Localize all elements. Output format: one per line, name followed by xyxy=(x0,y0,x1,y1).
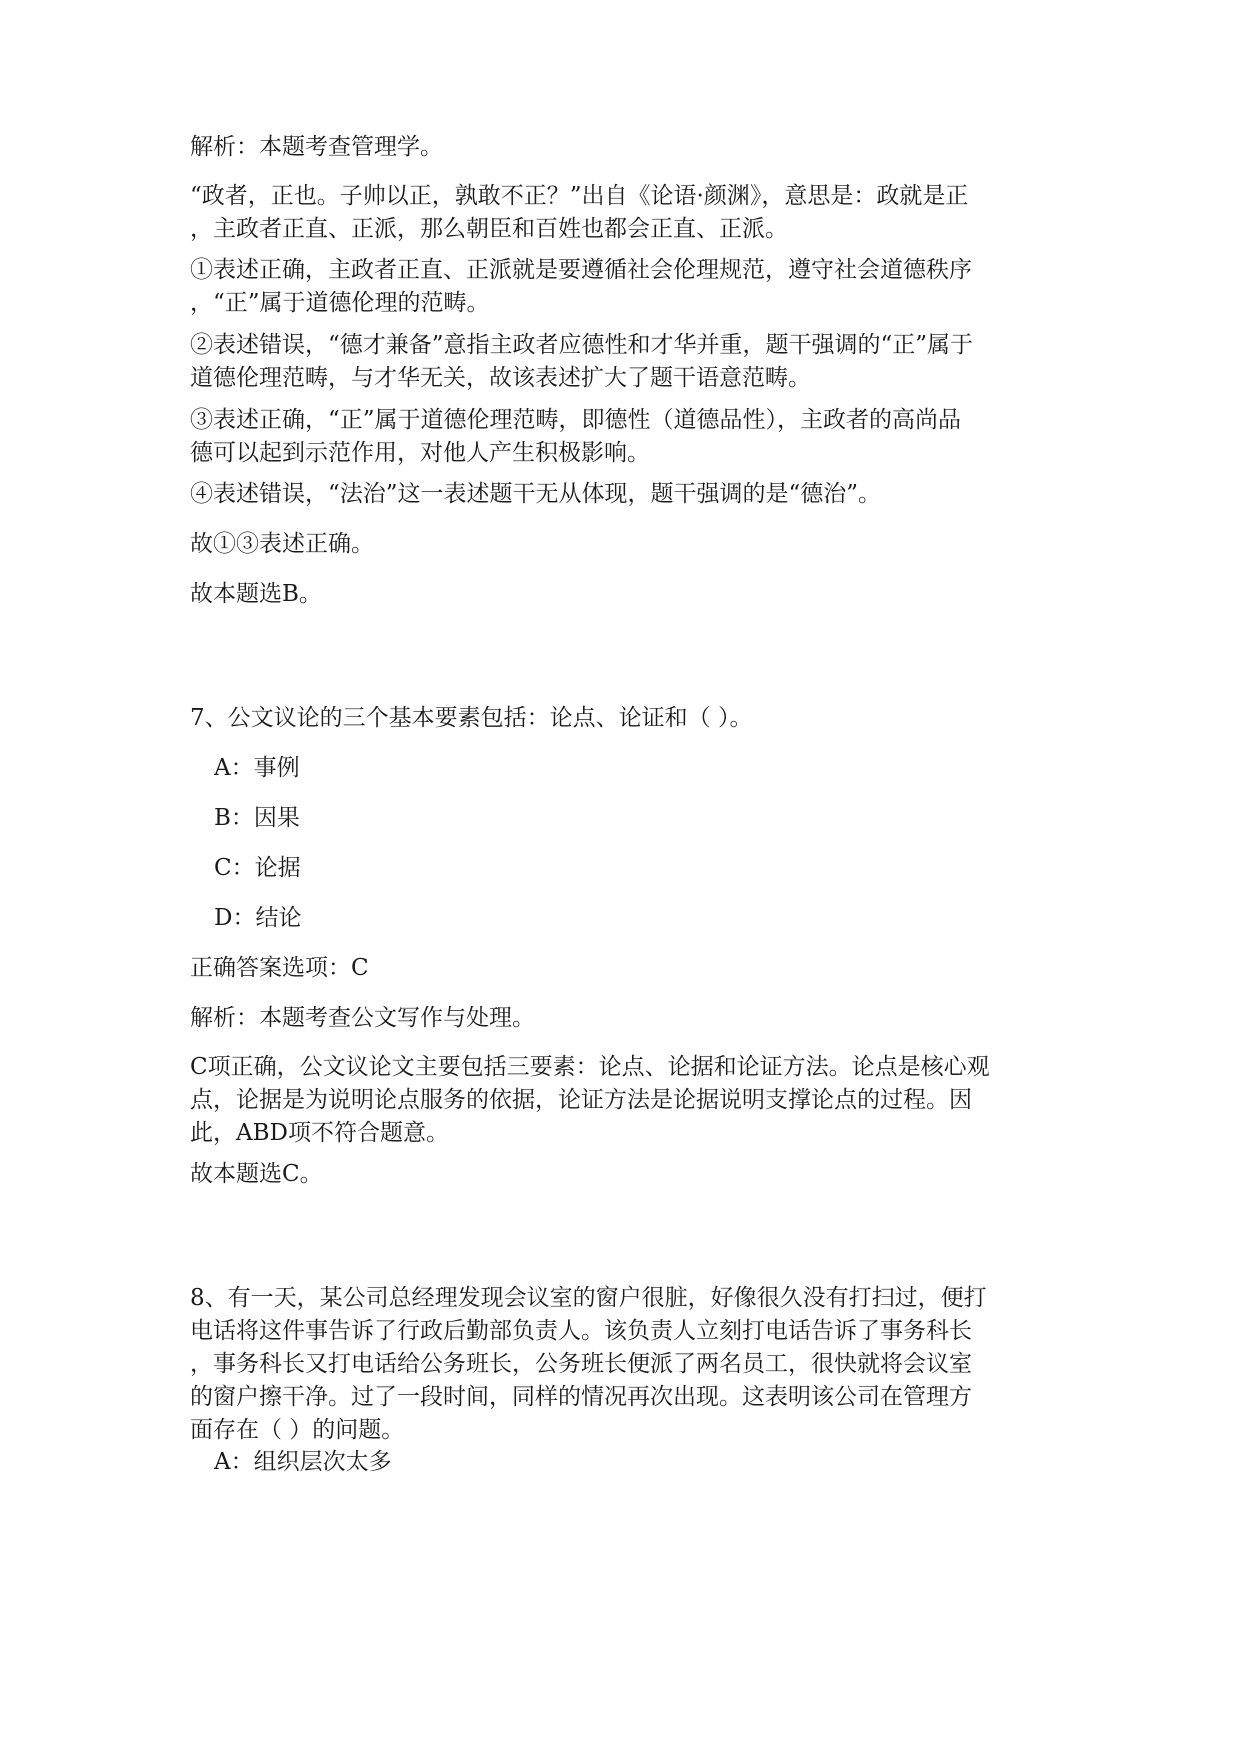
analysis-paragraph-3 xyxy=(190,329,1050,395)
text-line: 此，ABD项不符合题意。 xyxy=(190,1120,449,1146)
q8-option-a: A：组织层次太多 xyxy=(214,1449,392,1475)
q7-answer: 正确答案选项：C xyxy=(190,955,369,981)
q7-option-c: C：论据 xyxy=(214,855,301,881)
text-line: ，事务科长又打电话给公务班长，公务班长便派了两名员工，很快就将会议室 xyxy=(190,1351,972,1377)
text-line: ，“正”属于道德伦理的范畴。 xyxy=(190,290,490,316)
analysis-paragraph-5: ④表述错误，“法治”这一表述题干无从体现，题干强调的是“德治”。 xyxy=(190,481,882,507)
q7-explanation xyxy=(190,1051,1050,1150)
text-line: 道德伦理范畴，与才华无关，故该表述扩大了题干语意范畴。 xyxy=(190,365,811,391)
text-line: ③表述正确，“正”属于道德伦理范畴，即德性（道德品性），主政者的高尚品 xyxy=(190,407,962,433)
text-line: ②表述错误，“德才兼备”意指主政者应德性和才华并重，题干强调的“正”属于 xyxy=(190,332,974,358)
q7-option-b: B：因果 xyxy=(214,805,300,831)
text-line: 8、有一天，某公司总经理发现会议室的窗户很脏，好像很久没有打扫过，便打 xyxy=(190,1285,987,1311)
analysis-paragraph-6: 故①③表述正确。 xyxy=(190,531,374,557)
text-line: C项正确，公文议论文主要包括三要素：论点、论据和论证方法。论点是核心观 xyxy=(190,1054,990,1080)
analysis-lead-prev: 解析：本题考查管理学。 xyxy=(190,134,443,160)
conclusion-prev: 故本题选B。 xyxy=(190,581,322,607)
q7-option-a: A：事例 xyxy=(214,755,300,781)
text-line: 德可以起到示范作用，对他人产生积极影响。 xyxy=(190,440,650,466)
q7-conclusion: 故本题选C。 xyxy=(190,1161,323,1187)
question-8 xyxy=(190,1282,1050,1447)
text-line: 电话将这件事告诉了行政后勤部负责人。该负责人立刻打电话告诉了事务科长 xyxy=(190,1318,972,1344)
analysis-paragraph-2 xyxy=(190,254,1050,320)
analysis-paragraph-1 xyxy=(190,180,1050,246)
q7-analysis-lead: 解析：本题考查公文写作与处理。 xyxy=(190,1005,535,1031)
question-7: 7、公文议论的三个基本要素包括：论点、论证和（ ）。 xyxy=(190,705,753,731)
q7-option-d: D：结论 xyxy=(214,905,302,931)
text-line: 的窗户擦干净。过了一段时间，同样的情况再次出现。这表明该公司在管理方 xyxy=(190,1384,972,1410)
text-line: 点，论据是为说明论点服务的依据，论证方法是论据说明支撑论点的过程。因 xyxy=(190,1087,972,1113)
text-line: 面存在（ ）的问题。 xyxy=(190,1417,405,1443)
text-line: ，主政者正直、正派，那么朝臣和百姓也都会正直、正派。 xyxy=(190,216,788,242)
text-line: ①表述正确，主政者正直、正派就是要遵循社会伦理规范，遵守社会道德秩序 xyxy=(190,257,972,283)
text-line: “政者，正也。子帅以正，孰敢不正？”出自《论语·颜渊》，意思是：政就是正 xyxy=(190,183,969,209)
analysis-paragraph-4 xyxy=(190,404,1050,470)
